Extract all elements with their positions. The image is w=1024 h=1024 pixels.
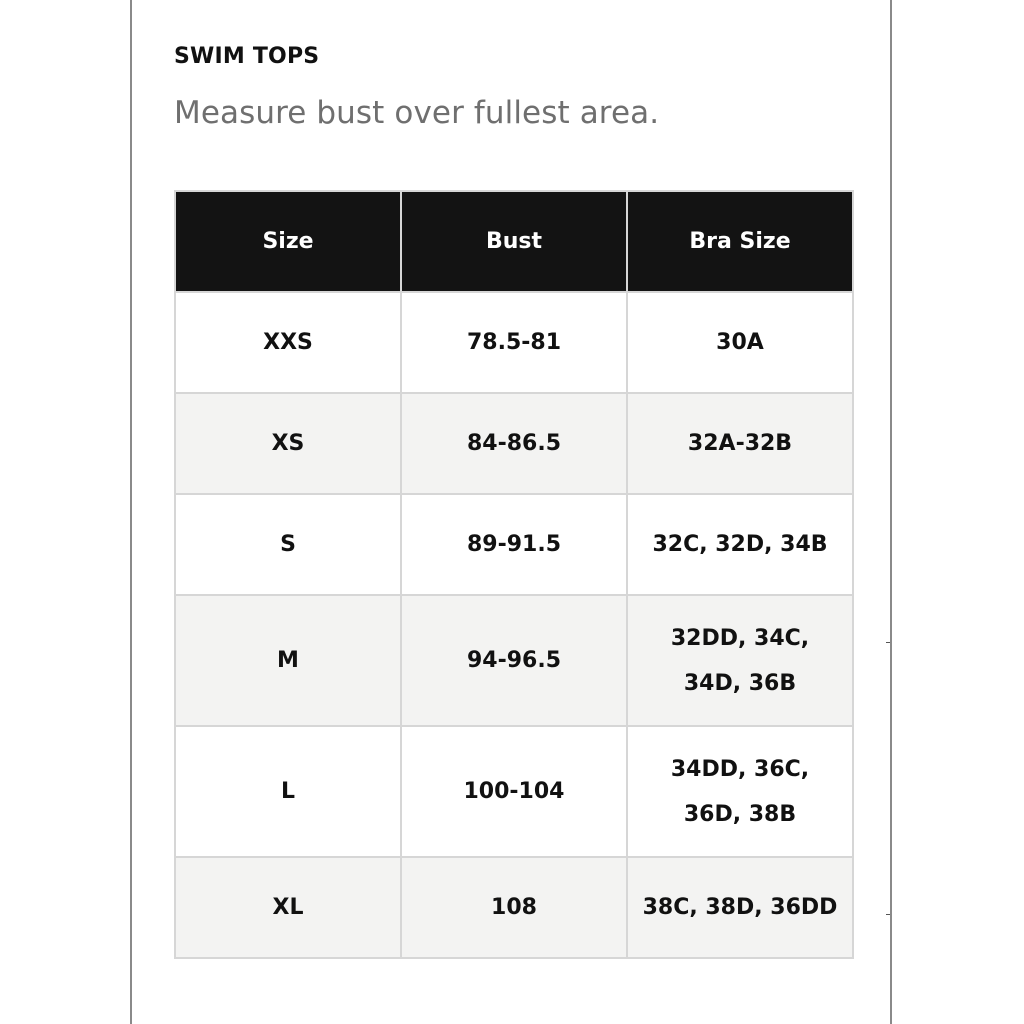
cell-bust: 100-104 bbox=[401, 726, 627, 857]
header-size: Size bbox=[175, 191, 401, 292]
table-header-row bbox=[175, 191, 853, 292]
section-subtitle: Measure bust over fullest area. bbox=[174, 95, 660, 131]
cell-bust: 94-96.5 bbox=[401, 595, 627, 726]
cell-bra-size bbox=[627, 393, 853, 494]
cell-bra-size bbox=[627, 595, 853, 726]
cell-size: XS bbox=[175, 393, 401, 494]
cell-size: L bbox=[175, 726, 401, 857]
cell-bust: 78.5-81 bbox=[401, 292, 627, 393]
cell-bra-size bbox=[627, 726, 853, 857]
table-row bbox=[175, 857, 853, 958]
table-row bbox=[175, 595, 853, 726]
table-row bbox=[175, 292, 853, 393]
header-bra-size: Bra Size bbox=[627, 191, 853, 292]
cell-size: M bbox=[175, 595, 401, 726]
size-guide-panel bbox=[130, 0, 892, 1024]
bra-size-line: 34D, 36B bbox=[683, 670, 797, 696]
cell-bust: 89-91.5 bbox=[401, 494, 627, 595]
cell-size: S bbox=[175, 494, 401, 595]
table-row bbox=[175, 393, 853, 494]
size-chart-table bbox=[174, 190, 854, 959]
cell-size: XXS bbox=[175, 292, 401, 393]
table-row bbox=[175, 726, 853, 857]
scroll-tick-mark bbox=[886, 642, 890, 643]
bra-size-line: 34DD, 36C, bbox=[670, 756, 810, 782]
bra-size-line: 36D, 38B bbox=[683, 801, 797, 827]
bra-size-line: 32DD, 34C, bbox=[670, 625, 810, 651]
bra-size-line: 32C, 32D, 34B bbox=[652, 532, 828, 557]
bra-size-line: 30A bbox=[716, 330, 764, 355]
cell-size: XL bbox=[175, 857, 401, 958]
cell-bra-size bbox=[627, 857, 853, 958]
cell-bra-size bbox=[627, 494, 853, 595]
scroll-tick-mark bbox=[886, 914, 890, 915]
cell-bust: 84-86.5 bbox=[401, 393, 627, 494]
table-row bbox=[175, 494, 853, 595]
cell-bust: 108 bbox=[401, 857, 627, 958]
bra-size-line: 32A-32B bbox=[687, 431, 793, 456]
cell-bra-size bbox=[627, 292, 853, 393]
bra-size-line: 38C, 38D, 36DD bbox=[642, 895, 838, 920]
section-title: SWIM TOPS bbox=[174, 44, 320, 69]
header-bust: Bust bbox=[401, 191, 627, 292]
